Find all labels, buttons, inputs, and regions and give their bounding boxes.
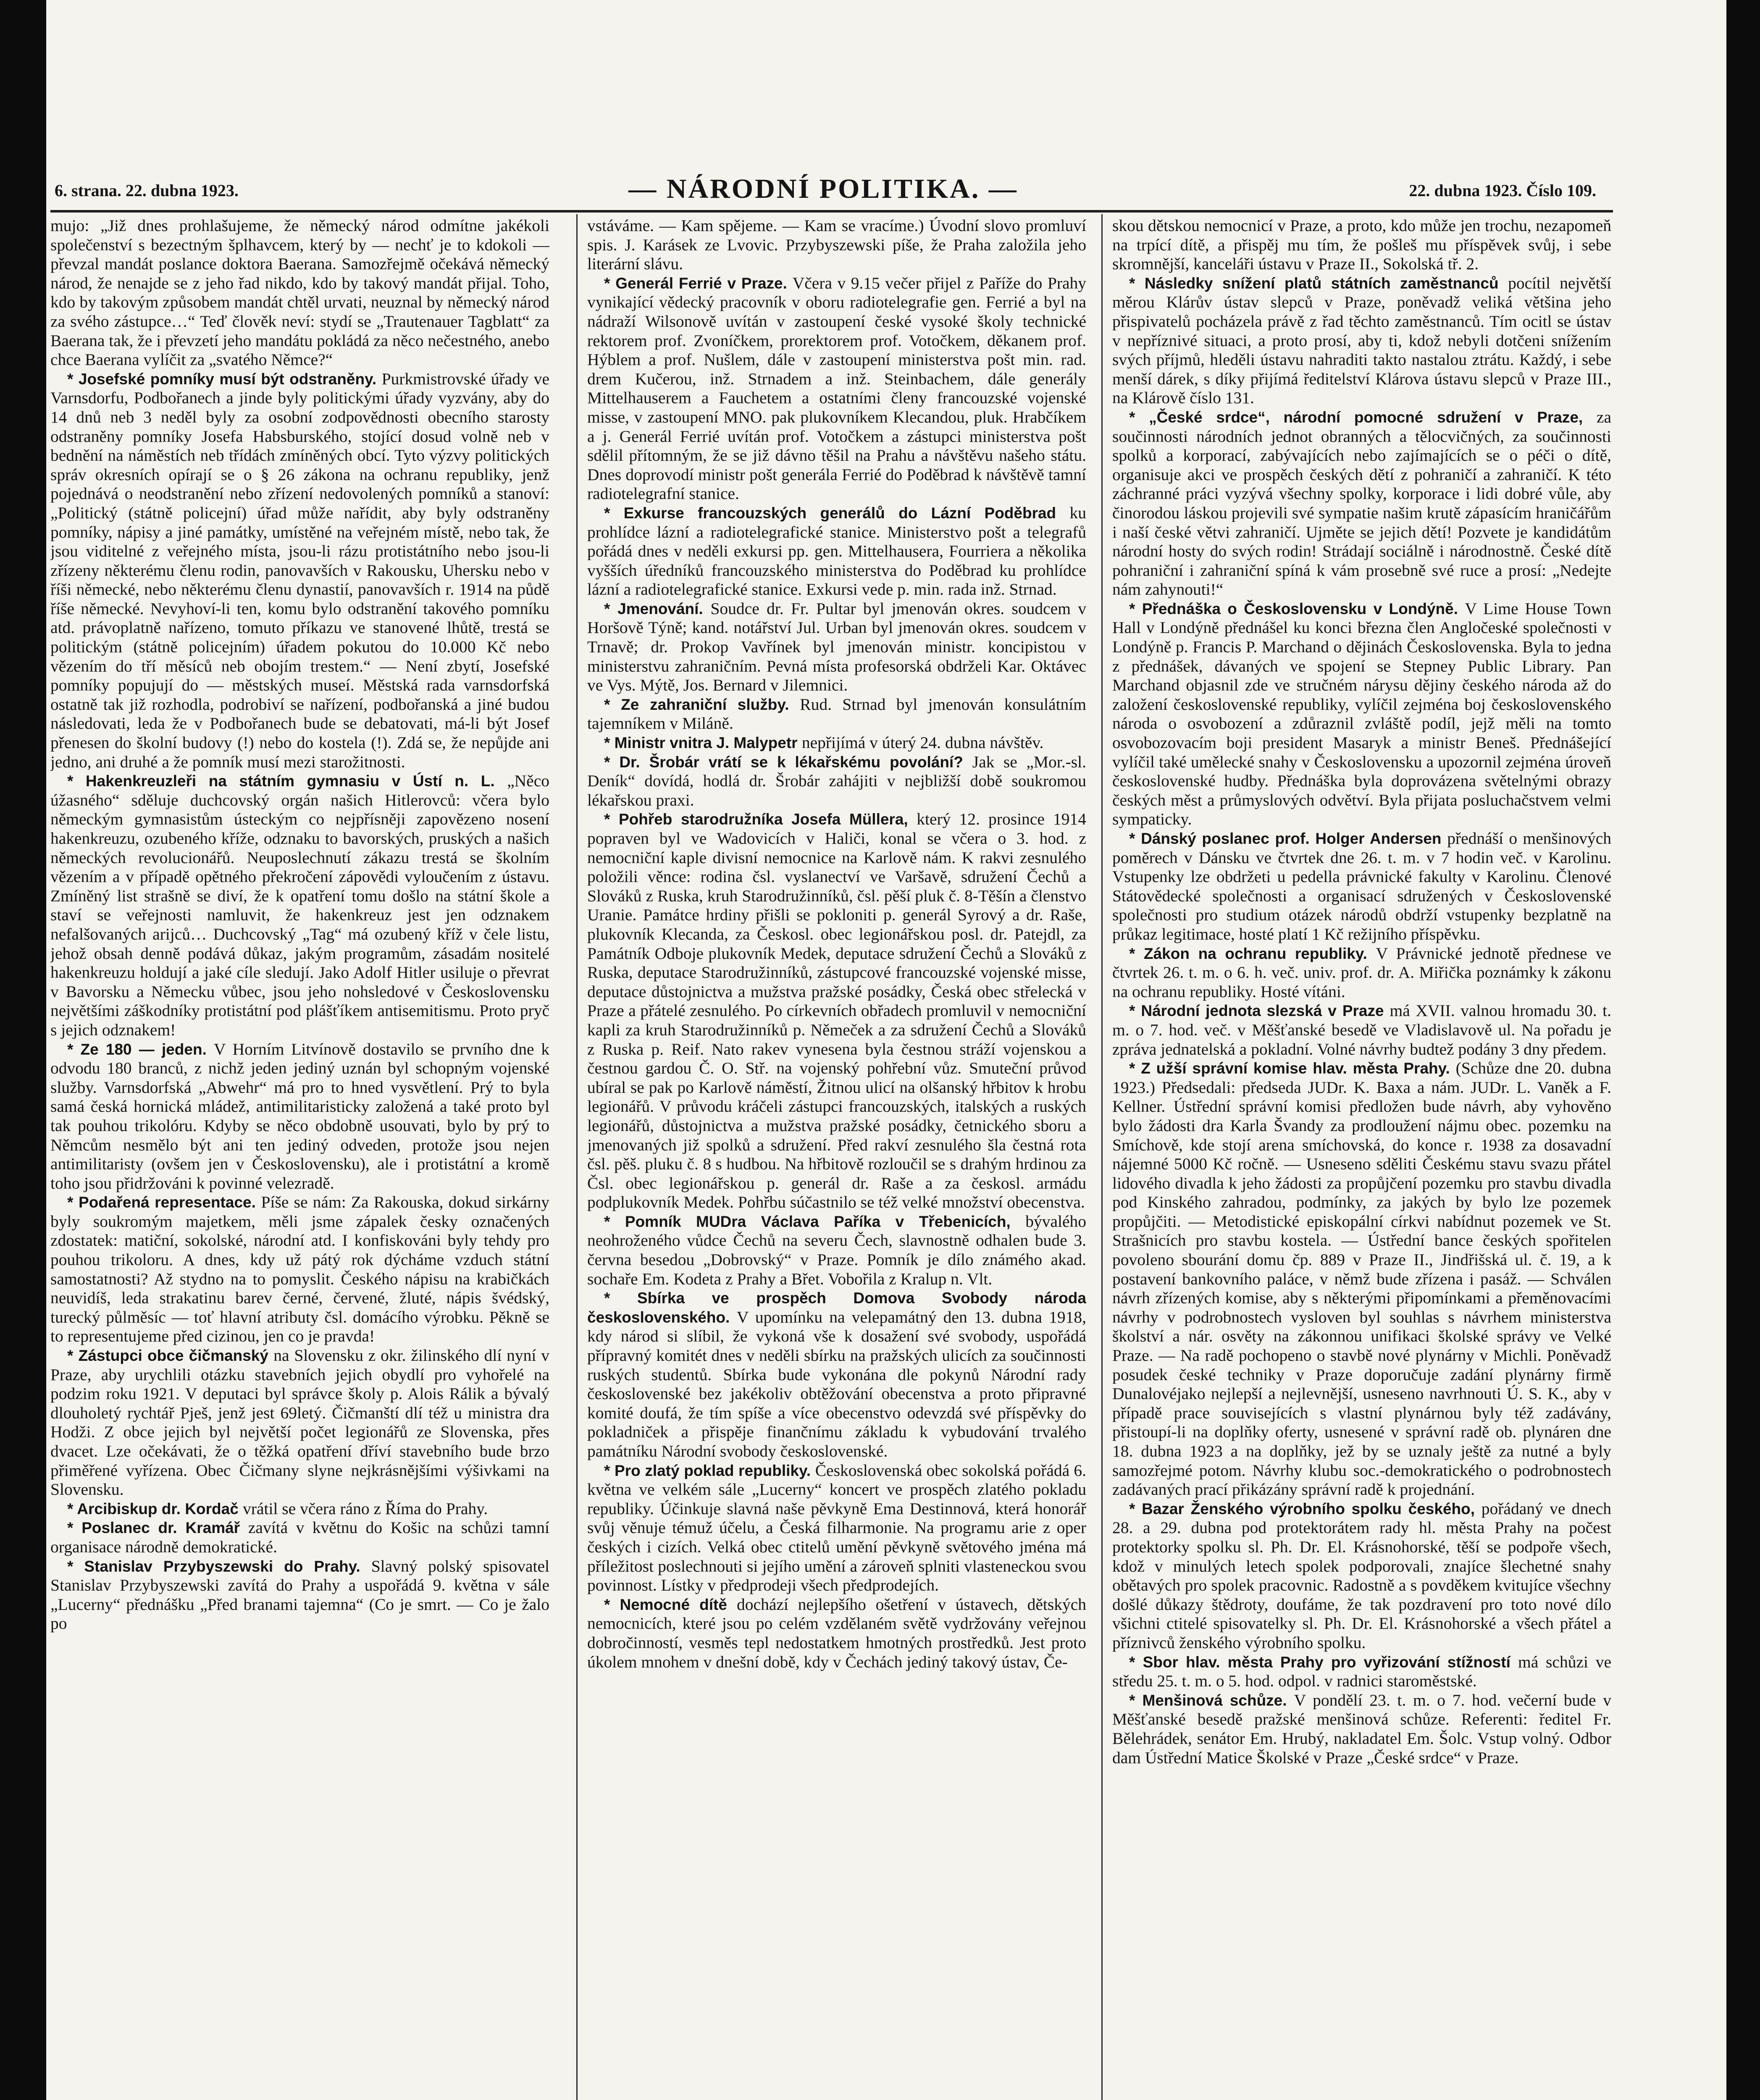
article-headline: * Bazar Ženského výrobního spolku českého, [1129,1500,1482,1517]
article-headline: * Přednáška o Československu v Londýně. [1129,600,1465,617]
article-paragraph [1112,274,1611,408]
article-paragraph [1112,1001,1611,1059]
article-headline: * Sbírka ve prospěch Domova Svobody národa československého. [587,1289,1086,1326]
article-headline: * Následky snížení platů státních zaměstnanců [1129,274,1508,292]
article-headline: * Generál Ferrié v Praze. [604,274,793,292]
article-paragraph [50,1040,549,1193]
article-body: bývalého neohroženého vůdce Čechů na severu Čech, slavnostně odhalen bude 3. června besedou „Dobrovský“ v Praze. Pomník je dílo známého akad. sochaře Em. Kodeta z Prahy a Břet. Vobořila z Kralup n. Vlt. [587,1212,1086,1288]
article-headline: * Pro zlatý poklad republiky. [604,1462,815,1479]
article-paragraph [50,370,549,772]
article-headline: * Stanislav Przybyszewski do Prahy. [67,1557,371,1575]
article-headline: * Dr. Šrobár vrátí se k lékařskému povolání? [604,753,972,771]
article-body: Československá obec sokolská pořádá 6. května ve velkém sále „Lucerny“ koncert ve prospěch zlatého pokladu republiky. Účinkuje slavná naše pěvkyně Ema Destinnová, která honorář svůj věnuje témuž účelu, a Česká filharmonie. Na programu arie z oper českých i cizích. Velká obec ctitelů umění pěvkyně světového jména má příležitost poslechnouti si jejího umění a zároveň splniti vlasteneckou svou povinnost. Lístky v předprodeji všech předprodejích. [587,1461,1086,1595]
article-body: skou dětskou nemocnicí v Praze, a proto, kdo může jen trochu, nezapomeň na trpící dítě, a přispěj mu tím, že pošleš mu příspěvek svůj, i sebe skromnější, kanceláři ústavu v Praze II., Sokolská tř. 2. [1112,216,1611,273]
article-headline: * „České srdce“, národní pomocné sdružení v Praze, [1129,408,1597,426]
article-headline: * Pomník MUDra Václava Paříka v Třebenicích, [604,1213,1026,1230]
article-body: mujo: „Již dnes prohlašujeme, že německý národ odmítne jakékoli společenství s bezectným šplhavcem, který by — nechť je to kdokoli — převzal mandát poslance doktora Baerana. Samozřejmě očekává německý národ, že nenajde se z jeho řad nikdo, kdo by takový mandát přijal. Toho, kdo by takovým způsobem mandát chtěl urvati, neuznal by německý národ za svého zástupce…“ Teď člověk neví: stydí se „Trautenauer Tagblatt“ za Baerana tak, že i převzetí jeho mandátu pokládá za něco nečestného, anebo chce Baerana vylíčit za „svatého Němce?“ [50,216,549,369]
article-body: přednáší o menšinových poměrech v Dánsku ve čtvrtek dne 26. t. m. v 7 hodin več. v Karolinu. Vstupenky lze obdržeti u pedella právnické fakulty v Karolinu. Členové Státovědecké společnosti a organisací sdružených v Československé společnosti pro studium otázek národů obdrží vstupenky bezplatně na průkaz legitimace, hosté platí 1 Kč režijního příspěvku. [1112,829,1611,943]
article-headline: * Hakenkreuzleři na státním gymnasiu v Ústí n. L. [67,772,507,790]
scan-left-edge [0,0,46,2100]
article-headline: * Dánský poslanec prof. Holger Andersen [1129,830,1447,847]
article-body: Jak se „Mor.-sl. Deník“ dovídá, hodlá dr. Šrobár zahájiti v nejbližší době soukromou lékařskou praxi. [587,752,1086,809]
article-body: Rud. Strnad byl jmenován konsulátním tajemníkem v Miláně. [587,695,1086,733]
article-body: (Schůze dne 20. dubna 1923.) Předsedali: předseda JUDr. K. Baxa a nám. JUDr. L. Vaněk a F. Kellner. Ústřední správní komisi předložen bude návrh, aby vyhověno bylo žádosti dra Karla Švandy za prodloužení nájmu obec. pozemku na Smíchově, kde stojí arena smíchovská, do konce r. 1938 za dosavadní nájemné 5000 Kč ročně. — Usneseno sděliti Českému stavu svazu přátel lidového divadla k jeho žádosti za propůjčení pozemku pro stavbu divadla pod Kinského zahradou, podmínky, za jakých by bylo lze pozemek propůjčiti. — Metodistické episkopální církvi nabídnut pozemek ve St. Strašnicích pro stavbu kostela. — Ústřední bance českých spořitelen povoleno sbourání domu čp. 889 v Praze II., Jindřišská ul. č. 19, a k postavení bankovního paláce, v němž bude zřízena i pasáž. — Schválen návrh zřízených komise, aby s některými připomínkami a přeměnovacími návrhy v podrobnostech vysloven byl souhlas s návrhem ministerstva školství a nár. osvěty na zákonnou unifikaci školské správy ve Velké Praze. — Na radě pochopeno o stavbě nové plynárny v Michli. Poněvadž posudek české techniky v Praze doporučuje zadání plynárny firmě Dunalovéjako nejlepší a nejlevnější, usneseno navrhnouti Ú. S. K., aby v případě prace souvisejících s vlastní plynárnou byly též zadávány, přistoupí-li na doplňky oferty, usnesené v správní radě ob. plynáren dne 18. dubna 1923 a na doplňky, jež by se uznaly ještě za nutné a byly samozřejmé potom. Návrhy klubu soc.-demokratického o podrobnostech zadávaných prací přikázány správní radě k projednání. [1112,1059,1611,1499]
article-paragraph [587,1461,1086,1595]
article-body: pořádaný ve dnech 28. a 29. dubna pod protektorátem rady hl. města Prahy na počest protektorky spolku sl. Ph. Dr. El. Krásnohorské, těší se podpoře všech, kdož v minulých letech spolek podporovali, znajíce šlechetné snahy obětavých pro spolek pracovnic. Radostně a s povděkem kvitujíce všechny došlé důkazy štědroty, doufáme, že tak pozdravení pro toto nové dílo všichni ctitelé spisovatelky sl. Ph. Dr. El. Krásnohorské a všech přátel a příznivců ženského výrobního spolku. [1112,1499,1611,1652]
article-headline: * Josefské pomníky musí být odstraněny. [67,370,382,388]
article-body: pocítil největší měrou Klárův ústav slepců v Praze, poněvadž veliká většina jeho přispivatelů pocházela právě z řad těchto zaměstnanců. Tím ocitl se ústav v nepříznivé situaci, a proto prosí, aby ti, kdož nebyli dotčeni snížením svých příjmů, hleděli ústavu nahraditi takto nastalou ztrátu. Každý, i sebe menší dárek, s díky přijímá ředitelství Klárova ústavu slepců v Praze III., na Klárově číslo 131. [1112,273,1611,407]
article-headline: * Menšinová schůze. [1129,1691,1294,1709]
article-paragraph [587,810,1086,1212]
article-body: zavítá v květnu do Košic na schůzi tamní organisace národně demokratické. [50,1518,549,1556]
article-body: ku prohlídce lázní a radiotelegrafické stanice. Ministerstvo pošt a telegrafů pořádá dnes v neděli exkursi pp. gen. Mittelhausera, Fourriera a několika vyšších úředníků francouzského ministerstva do Poděbrad ku prohlídce lázní a radiotelegrafické stanice. Exkursi vede p. min. rada inž. Strnad. [587,503,1086,599]
article-body: V Horním Litvínově dostavilo se prvního dne k odvodu 180 branců, z nichž jeden jediný uznán byl schopným vojenské služby. Varnsdorfská „Abwehr“ má pro to hned vysvětlení. Prý to byla samá česká hornická mládež, antimilitaristicky založená a také proto byl tak pouhou trikolóru. Kdyby se něco obdobně usouvati, bylo by prý to Němcům nesmělo být ani ten jediný odveden, protože jsou nejen antimilitaristy (ovšem jen v Československu), ale i protistátní a kromě toho jsou přidržováni k povinné velezradě. [50,1040,549,1192]
article-body: V Lime House Town Hall v Londýně přednášel ku konci března člen Angločeské společnosti v Londýně p. Francis P. Marchand o dějinách Československa. Byla to jedna z přednášek, dávaných ve spojení se Stepney Public Library. Pan Marchand objasnil zde ve stručném nárysu dějiny českého národa až do založení československé republiky, vylíčil zejména boj československého národa o osvobození a zdůraznil zvláště podíl, jejž měli na tomto osvobozovacím boji president Masaryk a ministr Beneš. Přednášející vylíčil také umělecké snahy v Československu a upozornil zejména úroveň československé hudby. Přednáška byla doprovázena světelnými obrazy českých měst a průmyslových odvětví. Byla přijata posluchačstvem velmi sympaticky. [1112,599,1611,829]
article-paragraph [587,695,1086,733]
article-body: Slavný polský spisovatel Stanislav Przybyszewski zavítá do Prahy a uspořádá 9. května v sále „Lucerny“ přednášku „Před branami tajemna“ (Co je smrt. — Co je žalo po [50,1557,549,1633]
article-body: Soudce dr. Fr. Pultar byl jmenován okres. soudcem v Horšově Týně; kand. notářství Jul. Urban byl jmenován okres. soudcem v Trnavě; dr. Prokop Vavřínek byl jmenován ministr. koncipistou v ministerstvu zahraničním. Pevná místa profesorská obdrželi Kar. Oktávec ve Vys. Mýtě, Jos. Bernard v Jilemnici. [587,599,1086,695]
article-headline: * Ze zahraniční služby. [604,696,800,713]
article-headline: * Zástupci obce čičmanský [67,1347,274,1365]
article-headline: * Arcibiskup dr. Kordač [67,1500,243,1517]
article-body: V Právnické jednotě přednese ve čtvrtek 26. t. m. o 6. h. več. univ. prof. dr. A. Miřička poznámky k zákonu na ochranu republiky. Hosté vítáni. [1112,944,1611,1001]
article-body: má XVII. valnou hromadu 30. t. m. o 7. hod. več. v Měšťanské besedě ve Vladislavově ul. Na pořadu je zpráva jednatelská a pokladní. Volné návrhy budtež podány 3 dny předem. [1112,1001,1611,1058]
continued-paragraph [1112,216,1611,274]
article-body: má schůzi ve středu 25. t. m. o 5. hod. odpol. v radnici staroměstské. [1112,1652,1611,1690]
page-number-date: 6. strana. 22. dubna 1923. [55,181,239,200]
article-paragraph [1112,1653,1611,1691]
article-headline: * Ministr vnitra J. Malypetr [604,734,802,752]
article-paragraph [587,753,1086,810]
continued-paragraph [587,216,1086,274]
article-paragraph [587,1212,1086,1289]
article-body: „Něco úžasného“ sděluje duchcovský orgán našich Hitlerovců: včera bylo německým gymnasistům ústeckým co nejpřísněji zapovězeno nosení hakenkreuzu, ozubeného kříže, odznaku to bavorských, pruských a našich německých revolucionářů. Neuposlechnutí zákazu trestá se školním vězením a v případě opětného překročení zápovědi vyloučením z ústavu. Zmíněný list strašně se diví, že k opatření tomu došlo na státní škole a staví se veřejnosti namluvit, že hakenkreuz jest jen odznakem nefalšovaných arijců… Duchcovský „Tag“ má ozubený kříž v čele listu, jehož obsah denně podává důkaz, jakým programům, zásadám nositelé hakenkreuzu holdují a jaké cíle sledují. Jako Adolf Hitler usiluje o převrat v Bavorsku a Německu vůbec, jsou jeho nohsledové v Československu největšími záškodníky protistátní pod plášťíkem antisemitismu. Proto pryč s jejich odznakem! [50,772,549,1039]
article-paragraph [1112,408,1611,599]
article-paragraph [50,1193,549,1346]
article-paragraph [50,1346,549,1499]
article-paragraph [1112,1059,1611,1499]
article-body: vrátil se včera ráno z Říma do Prahy. [243,1499,488,1518]
article-paragraph [50,1518,549,1557]
article-paragraph [1112,829,1611,944]
article-body: na Slovensku z okr. žilinského dlí nyní v Praze, aby urychlili otázku stavebních jejich obydlí pro vyhořelé na podzim roku 1921. V deputaci byl správce školy p. Alois Rálik a bývalý dlouholetý rychtář Pješ, jenž jest 69letý. Čičmanští dlí též u ministra dra Hodži. Z obce jejich byl největší počet legionářů ze Slovenska, přes dvacet. Lze očekávati, že o těžká opatření dříví stavebního bude brzo přiměřené vyřízena. Obec Čičmany slyne nejkrásnějšími výšivkami na Slovensku. [50,1346,549,1499]
masthead-title: — NÁRODNÍ POLITIKA. — [628,173,1018,204]
article-paragraph [1112,1499,1611,1653]
article-paragraph [587,504,1086,599]
continued-paragraph [50,216,549,370]
article-body: Purkmistrovské úřady ve Varnsdorfu, Podbořanech a jinde byly politickými úřady vyzvány, aby do 14 dnů neb 3 neděl byly za osobní zodpovědnosti obecního starosty odstraněny pomníky Josefa Habsburského, stojící dosud volně neb v bednění na náměstích neb třídách zmíněných obcí. Tyto výzvy politických správ okresních opírají se o § 26 zákona na ochranu republiky, jenž pojednává o neodstranění nebo zřízení nedovolených pomníků a stanoví: „Politický (státně policejní) úřad může nařídit, aby byly odstraněny pomníky, nápisy a jiné památky, umístěné na veřejném místě, nebo tak, že jsou viditelné z veřejného místa, jsou-li rázu protistátního nebo jsou-li zřízeny některému členu rodin, panovavších v Rakousku, Uhersku nebo v říši německé, nebo některému členu dynastií, panovavších r. 1914 na půdě říše německé. Nevyhoví-li ten, komu bylo odstranění takového pomníku atd. právoplatně nařízeno, tomuto příkazu ve stanovené lhůtě, trestá se politickým (státně policejním) úřadem pokutou do 10.000 Kč nebo vězením do tří měsíců neb obojím trestem.“ — Není zbytí, Josefské pomníky popujují do — městských museí. Městská rada varnsdorfská ostatně tak již rozhodla, podrobiví se nařízení, podbořanská a jiné budou následovati, leda že v Podbořanech bude se debatovati, má-li být Josef přenesen do školní budovy (!) nebo do kostela (!). Zdá se, že nepůjde ani jedno, ani druhé a že pomník musí mezi starožitnosti. [50,369,549,771]
article-headline: * Národní jednota slezská v Praze [1129,1002,1390,1020]
article-headline: * Ze 180 — jeden. [67,1040,214,1058]
article-paragraph [587,274,1086,504]
article-paragraph [1112,599,1611,829]
article-paragraph [50,1557,549,1633]
article-body: dochází nejlepšího ošetření v ústavech, dětských nemocnicích, které jsou po celém vzdělaném světě vydržovány veřejnou dobročinností, vesměs tepl nedostatkem hmotných prostředků. Jest proto úkolem mnohem v dnešní době, kdy v Čechách jediný takový ústav, Če- [587,1595,1086,1671]
article-body: za součinnosti národních jednot obranných a tělocvičných, za součinnosti spolků a korporací, zabývajících nebo zajímajících se o péči o dítě, organisuje akci ve prospěch českých dětí z pohraničí a zahraničí. K této záchranné práci vyzývá všechny spolky, korporace i lidi dobré vůle, aby činorodou láskou projevili své sympatie našim krutě zápasícím hraničářům i naší české větvi zahraničí. Ujměte se jejich dětí! Pozvete je kandidátům národní hosty do svých rodin! Strádají sociálně i národnostně. České dítě pohraniční i zahraniční spíná k vám prosebně své ruce a prosí: „Nedejte nám zahynouti!“ [1112,407,1611,599]
article-paragraph [1112,1691,1611,1767]
article-headline: * Zákon na ochranu republiky. [1129,945,1376,962]
page-header [42,173,1605,211]
article-body: který 12. prosince 1914 popraven byl ve Wadovicích v Haliči, konal se včera o 3. hod. z nemocniční kaple divisní nemocnice na Karlově nám. K rakvi zesnulého položili věnce: rodina čsl. vyslanectví ve Varšavě, sdružení Čechů a Slováků z Ruska, kruh Starodružinníků, čsl. pěší pluk č. 8-Těšín a členstvo Uranie. Památce hrdiny přišli se pokloniti p. generál Syrový a dr. Raše, plukovník Klecanda, za Českosl. obec legionářskou posl. dr. Patejdl, za Památník Odboje plukovník Medek, deputace sdružení Čechů a Slováků z Ruska, deputace Starodružinníků, zástupcové francouzské vojenské misse, deputace důstojnictva a mužstva pražské posádky, Česká obec střelecká v Praze a přátelé zesnulého. Po církevních obřadech promluvil v nemocniční kapli za kruh Starodružinníků p. Němeček a za sdružení Čechů a Slováků z Ruska p. Reif. Nato rakev vynesena byla čestnou stráží vojenskou a čestnou gardou Č. O. Stř. na vojenský pohřební vůz. Smuteční průvod ubíral se pak po Karlově náměstí, Žitnou ulicí na olšanský hřbitov k hrobu legionářů. V průvodu kráčeli zástupci francouzských, italských a ruských legionářů, důstojnictva a mužstva pražské posádky, četnického sboru a jmenovaných již spolků a sdružení. Před rakví zesnulého šla čestná rota čsl. pěš. pluku č. 8 s hudbou. Na hřbitově rozloučil se s drahým hrdinou za Čsl. obec legionářskou p. generál dr. Raše a za českosl. armádu podplukovník Medek. Pohřbu súčastnilo se též velké množství obecenstva. [587,810,1086,1212]
text-column-2 [587,216,1086,2100]
article-headline: * Z užší správní komise hlav. města Prahy. [1129,1060,1456,1077]
article-paragraph [587,599,1086,695]
article-body: Včera v 9.15 večer přijel z Paříže do Prahy vynikající vědecký pracovník v oboru radiotelegrafie gen. Ferrié a byl na nádraží Wilsonově uvítán v zastoupení české vysoké školy technické rektorem prof. Zvoníčkem, prorektorem prof. Votočkem, děkanem prof. Hýblem a prof. Nušlem, dále v zastoupení ministerstva pošt min. rad. drem Kučerou, inž. Strnadem a inž. Steinbachem, dále generály Mittelhauserem a Fauchetem a ostatními členy francouzské vojenské misse, v zastoupení MNO. pak plukovníkem Klecandou, pluk. Hrabčíkem a j. Generál Ferrié uvítán prof. Votočkem a zástupci ministerstva pošt sdělil přítomným, že se již dávno těšil na Prahu a návštěvu našeho státu. Dnes doprovodí ministr pošt generála Ferrié do Poděbrad k návštěvě tamní radiotelegrafní stanice. [587,273,1086,503]
article-paragraph [50,1499,549,1519]
article-headline: * Nemocné dítě [604,1596,737,1613]
article-headline: * Sbor hlav. města Prahy pro vyřizování stížností [1129,1653,1518,1671]
scan-right-edge [1726,0,1760,2100]
article-headline: * Poslanec dr. Kramář [67,1519,248,1537]
article-body: V pondělí 23. t. m. o 7. hod. večerní bude v Měšťanské besedě pražské menšinová schůze. Referenti: ředitel Fr. Bělehrádek, senátor Em. Hrubý, nakladatel Em. Šolc. Vstup volný. Odbor dam Ústřední Matice Školské v Praze „České srdce“ v Praze. [1112,1690,1611,1767]
article-paragraph [1112,944,1611,1002]
header-rule [50,210,1613,213]
article-body: vstáváme. — Kam spějeme. — Kam se vracíme.) Úvodní slovo promluví spis. J. Karásek ze Lvovic. Przybyszewski píše, že Praha založila jeho literární slávu. [587,216,1086,273]
column-divider [576,214,578,2100]
article-paragraph [587,733,1086,753]
article-headline: * Pohřeb starodružníka Josefa Müllera, [604,811,917,828]
article-headline: * Jmenování. [604,600,711,617]
date-issue-number: 22. dubna 1923. Číslo 109. [1409,181,1596,200]
text-column-1 [50,216,549,2100]
text-column-3 [1112,216,1611,2100]
article-paragraph [587,1595,1086,1672]
article-body: Píše se nám: Za Rakouska, dokud sirkárny byly soukromým majetkem, měli jsme zápalek česky označených zdostatek: matiční, sokolské, národní atd. I konfiskováni byly tehdy pro pouhou trikoloru. A dnes, kdy už pátý rok dýcháme vzduch státní samostatnosti? Až stydno na to pomyslit. Českého nápisu na krabičkách neuvidíš, leda strakatinu barev černé, červené, žluté, nápis švédský, turecký půlměsíc — toť hlavní atributy čsl. domácího výrobku. Pěkně se to representujeme před cizinou, jen co je pravda! [50,1193,549,1346]
article-paragraph [50,772,549,1040]
article-body: V upomínku na velepamátný den 13. dubna 1918, kdy národ si slíbil, že vykoná vše k dosažení své svobody, uspořádá přípravný komitét dnes v neděli sbírku na pražských ulicích za součinnosti ruských studentů. Sbírka bude vykonána dle pokynů Národní rady československé bez jakékoliv obtěžování obecenstva a proto připravné komité doufá, že tím spíše a více obecenstvo odevzdá své příspěvky do pokladniček a přispěje finančnímu základu k vybudování trvalého památníku Národní svobody československé. [587,1307,1086,1460]
column-divider [1101,214,1103,2100]
article-paragraph [587,1289,1086,1461]
article-headline: * Exkurse francouzských generálů do Lázní Poděbrad [604,504,1070,522]
article-headline: * Podařená representace. [67,1194,261,1211]
article-body: nepřijímá v úterý 24. dubna návštěv. [801,733,1044,752]
